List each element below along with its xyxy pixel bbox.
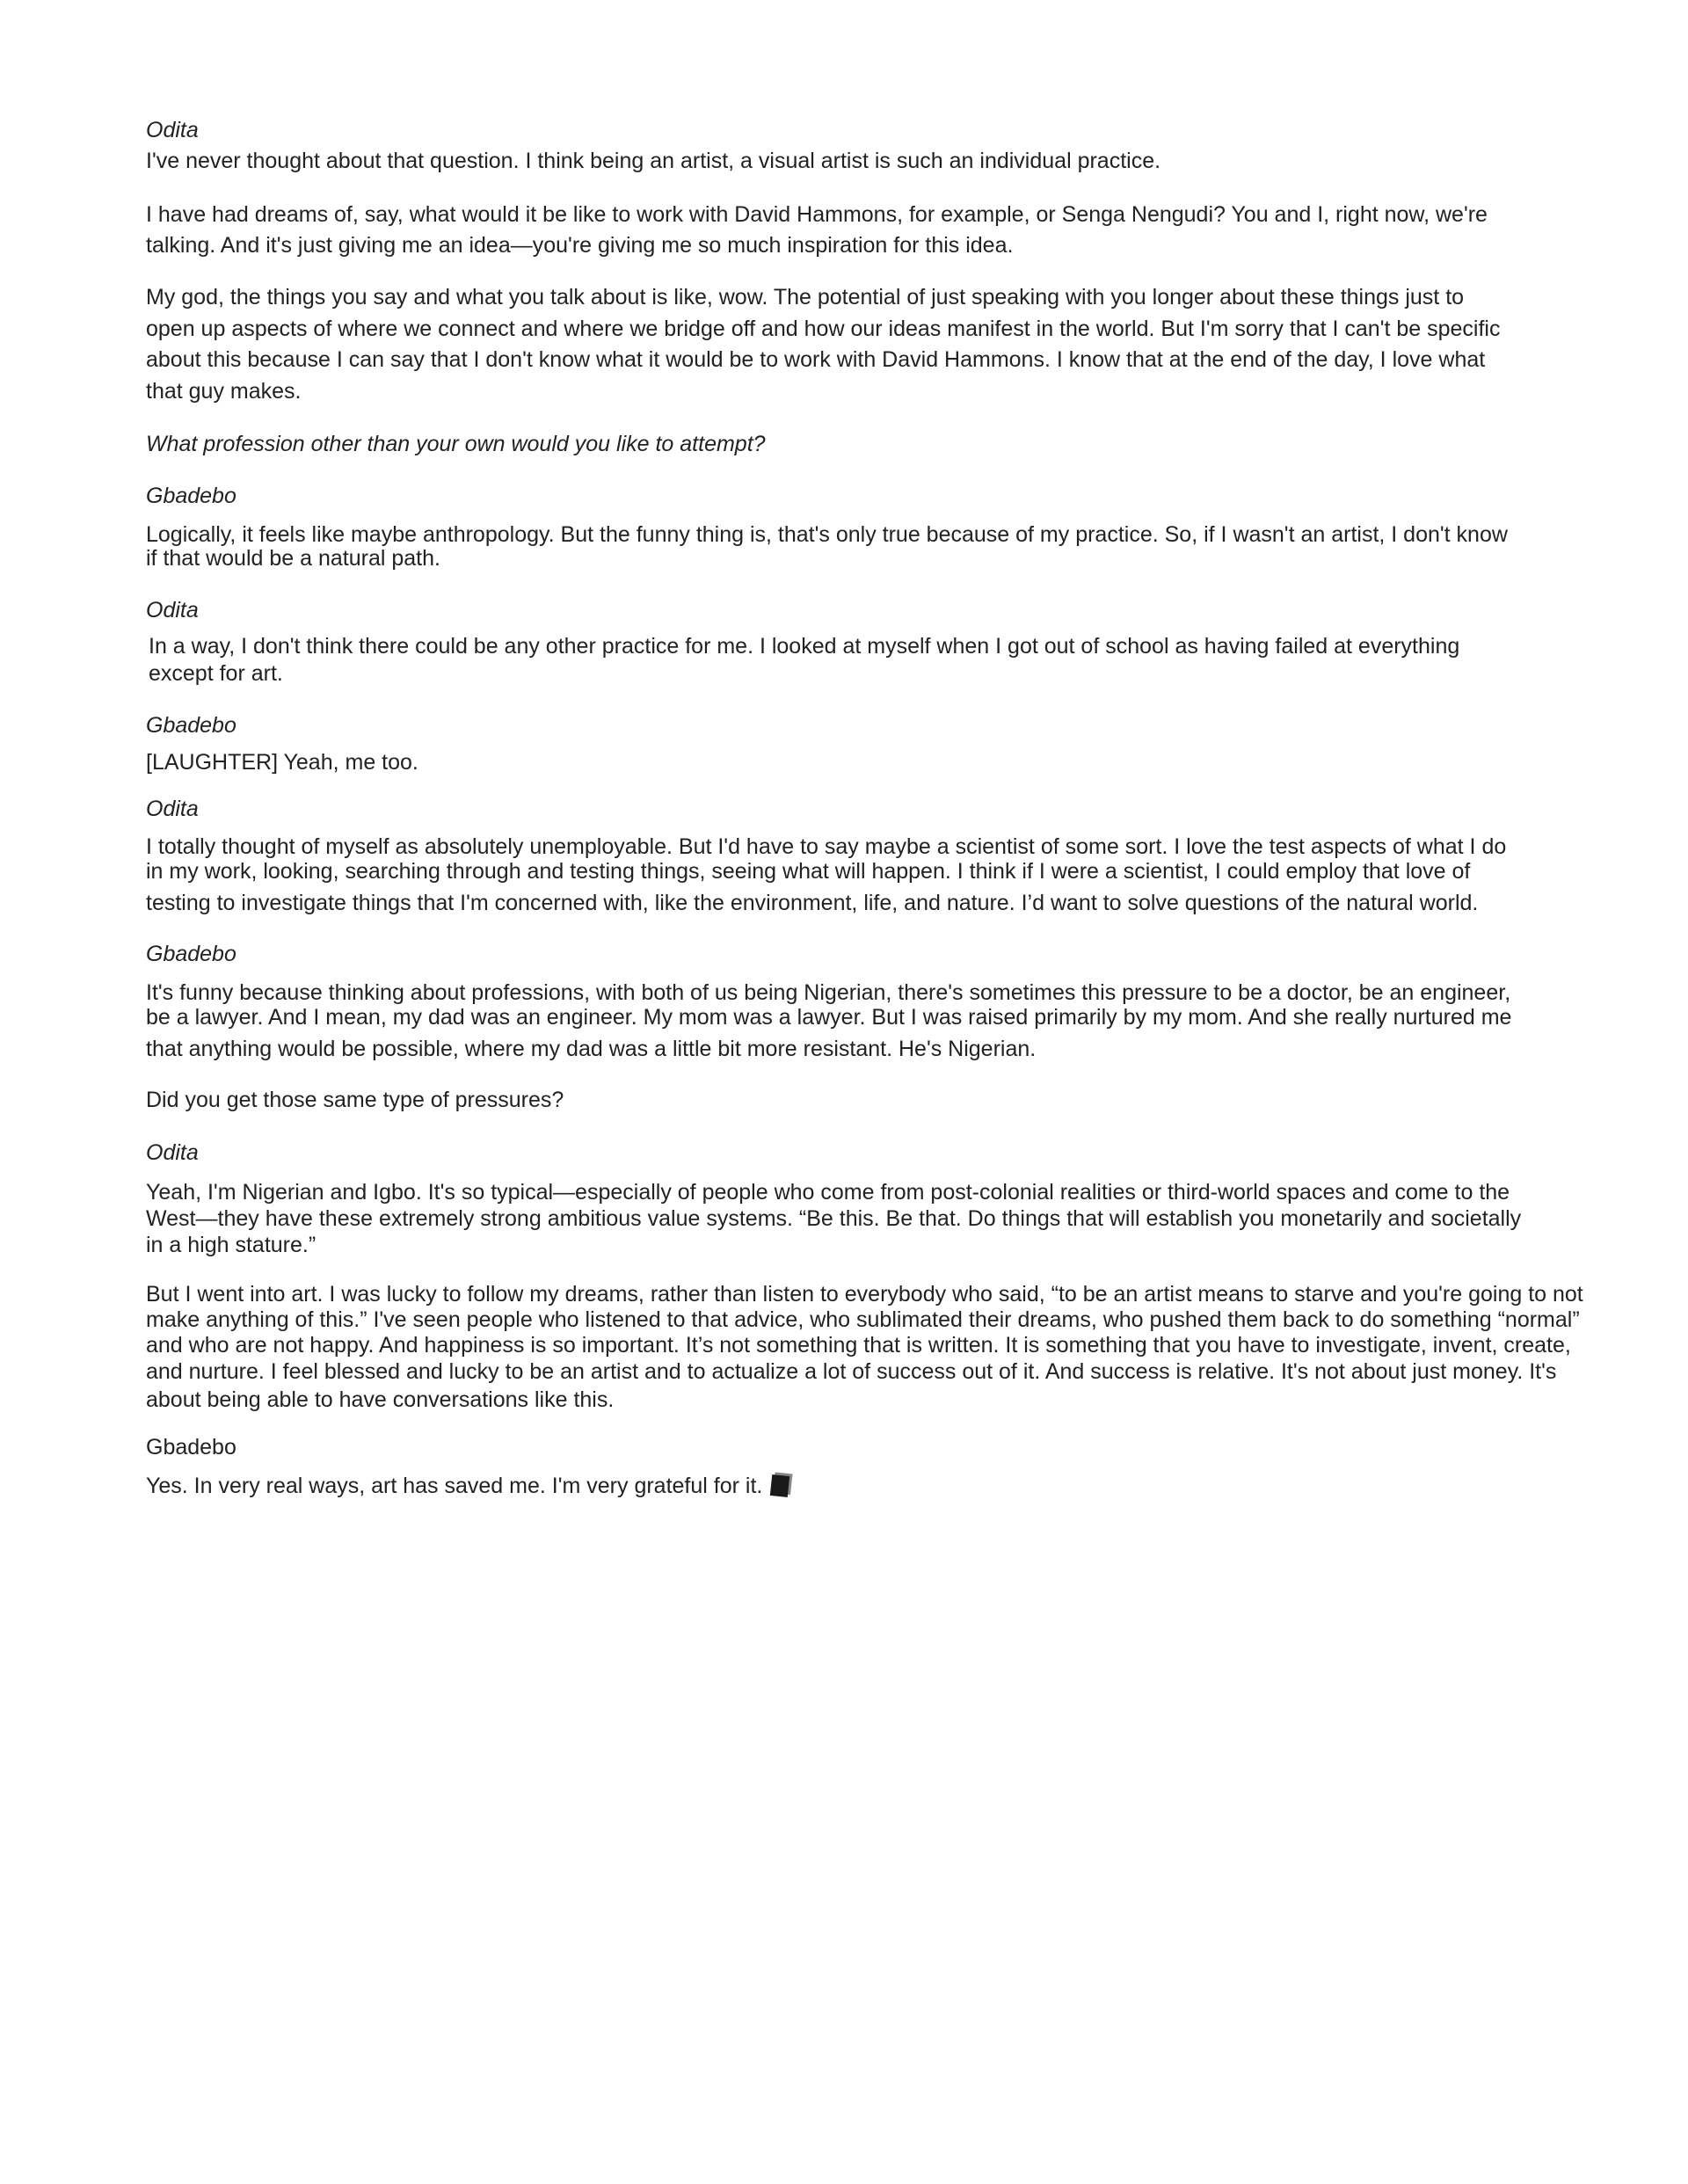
line-text: that guy makes. (146, 379, 302, 404)
paragraph-line (146, 1179, 1510, 1205)
paragraph-line (146, 545, 440, 571)
paragraph-line (146, 890, 1478, 916)
line-text: make anything of this.” I've seen people who listened to that advice, who sublimated their dreams, who pushed them back to do something “normal” (146, 1307, 1580, 1332)
end-mark-icon (770, 1474, 789, 1497)
line-text: Odita (146, 598, 199, 622)
speaker-name (146, 796, 199, 822)
line-text: in a high stature.” (146, 1233, 316, 1257)
line-text: But I went into art. I was lucky to follow my dreams, rather than listen to everybody who said, “to be an artist means to starve and you're going to not (146, 1282, 1583, 1307)
paragraph-line (146, 858, 1470, 885)
line-text: Gbadebo (146, 484, 236, 508)
paragraph-line (146, 232, 1013, 258)
paragraph-line (146, 378, 301, 404)
paragraph-line (146, 1036, 1036, 1062)
line-text: about this because I can say that I don't know what it would be to work with David Hammons. I know that at the end of the day, I love what (146, 347, 1486, 372)
interview-question (146, 431, 766, 457)
speaker-name (146, 1139, 199, 1166)
paragraph-line (146, 1205, 1521, 1232)
line-text: about being able to have conversations like this. (146, 1387, 615, 1412)
paragraph-line (146, 1473, 789, 1499)
paragraph-line (146, 346, 1485, 373)
line-text: Odita (146, 1140, 199, 1165)
line-text: My god, the things you say and what you talk about is like, wow. The potential of just speaking with you longer about these things just to (146, 285, 1465, 309)
speaker-name (146, 941, 236, 967)
line-text: testing to investigate things that I'm concerned with, like the environment, life, and nature. I’d want to solve questions of the natural world. (146, 891, 1479, 915)
paragraph-line (146, 1087, 564, 1113)
paragraph-line (146, 1358, 1556, 1385)
paragraph-line (146, 201, 1488, 228)
paragraph-line (146, 1332, 1571, 1358)
paragraph-line (146, 1004, 1511, 1030)
line-text: I have had dreams of, say, what would it be like to work with David Hammons, for example, or Senga Nengudi? You and I, right now, we're (146, 202, 1488, 227)
paragraph-line (146, 148, 1160, 174)
paragraph-line (146, 284, 1464, 310)
speaker-name (146, 1434, 236, 1460)
line-text: It's funny because thinking about professions, with both of us being Nigerian, there's sometimes this pressure to be a doctor, be an engineer, (146, 980, 1511, 1005)
line-text: Gbadebo (146, 1435, 236, 1460)
line-text: In a way, I don't think there could be any other practice for me. I looked at myself when I got out of school as having failed at everything (149, 634, 1460, 659)
paragraph-line (149, 633, 1459, 659)
line-text: except for art. (149, 661, 283, 686)
line-text: in my work, looking, searching through and testing things, seeing what will happen. I think if I were a scientist, I could employ that love of (146, 859, 1471, 884)
paragraph-line (146, 521, 1508, 548)
line-text: What profession other than your own would you like to attempt? (146, 432, 766, 456)
line-text: [LAUGHTER] Yeah, me too. (146, 750, 418, 775)
line-text: talking. And it's just giving me an idea—you're giving me so much inspiration for this idea. (146, 233, 1014, 258)
line-text: I've never thought about that question. I think being an artist, a visual artist is such an individual practice. (146, 149, 1161, 173)
paragraph-line (146, 316, 1501, 342)
speaker-name (146, 117, 199, 143)
line-text: Did you get those same type of pressures? (146, 1088, 564, 1112)
line-text: and who are not happy. And happiness is so important. It’s not something that is written. It is something that you have to investigate, invent, create, (146, 1333, 1571, 1358)
line-text: Gbadebo (146, 713, 236, 738)
speaker-name (146, 483, 236, 509)
paragraph-line (149, 660, 283, 687)
paragraph-line (146, 979, 1510, 1006)
line-text: Yeah, I'm Nigerian and Igbo. It's so typical—especially of people who come from post-colonial realities or third-world spaces and come to the (146, 1180, 1510, 1205)
line-text: I totally thought of myself as absolutely unemployable. But I'd have to say maybe a scientist of some sort. I love the test aspects of what I do (146, 834, 1507, 859)
paragraph-line (146, 1307, 1580, 1333)
line-text: if that would be a natural path. (146, 546, 440, 571)
speaker-name (146, 597, 199, 623)
line-text: and nurture. I feel blessed and lucky to be an artist and to actualize a lot of success out of it. And success is relative. It's not about just money. It's (146, 1359, 1557, 1384)
line-text: Yes. In very real ways, art has saved me. I'm very grateful for it. (146, 1474, 763, 1498)
paragraph-line (146, 1232, 316, 1258)
paragraph-line (146, 1281, 1583, 1307)
paragraph-line (146, 1387, 614, 1413)
paragraph-line (146, 749, 418, 775)
line-text: Odita (146, 118, 199, 142)
line-text: that anything would be possible, where my dad was a little bit more resistant. He's Nigerian. (146, 1037, 1037, 1061)
line-text: open up aspects of where we connect and where we bridge off and how our ideas manifest in the world. But I'm sorry that I can't be specific (146, 317, 1501, 341)
line-text: Logically, it feels like maybe anthropology. But the funny thing is, that's only true because of my practice. So, if I wasn't an artist, I don't know (146, 522, 1508, 547)
speaker-name (146, 712, 236, 739)
line-text: Gbadebo (146, 942, 236, 966)
line-text: be a lawyer. And I mean, my dad was an engineer. My mom was a lawyer. But I was raised primarily by my mom. And she really nurtured me (146, 1005, 1512, 1030)
line-text: West—they have these extremely strong ambitious value systems. “Be this. Be that. Do things that will establish you monetarily and societally (146, 1206, 1522, 1231)
line-text: Odita (146, 797, 199, 821)
paragraph-line (146, 834, 1506, 860)
